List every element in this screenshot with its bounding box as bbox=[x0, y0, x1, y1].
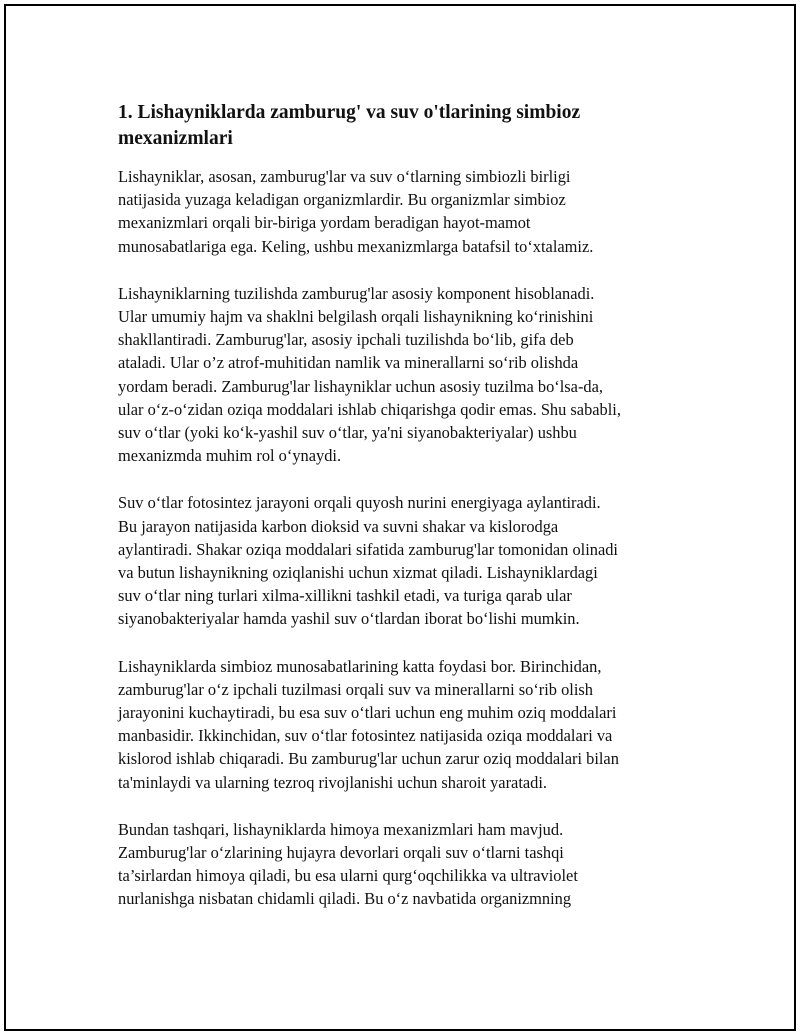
text-line: suv o‘tlar ning turlari xilma-xillikni tashkil etadi, va turiga qarab ular bbox=[118, 586, 572, 606]
text-line: manbasidir. Ikkinchidan, suv o‘tlar fotosintez natijasida oziqa moddalari va bbox=[118, 726, 613, 746]
text-line: aylantiradi. Shakar oziqa moddalari sifatida zamburug'lar tomonidan olinadi bbox=[118, 539, 618, 559]
text-line: Lishayniklarning tuzilishda zamburug'lar asosiy komponent hisoblanadi. bbox=[118, 283, 595, 303]
text-line: kislorod ishlab chiqaradi. Bu zamburug'lar uchun zarur oziq moddalari bilan bbox=[118, 749, 619, 769]
text-line: ular o‘z-o‘zidan oziqa moddalari ishlab chiqarishga qodir emas. Shu sababli, bbox=[118, 399, 621, 419]
text-line: va butun lishaynikning oziqlanishi uchun xizmat qiladi. Lishayniklardagi bbox=[118, 563, 598, 583]
text-line: Suv o‘tlar fotosintez jarayoni orqali quyosh nurini energiyaga aylantiradi. bbox=[118, 493, 601, 513]
text-line: shakllantiradi. Zamburug'lar, asosiy ipchali tuzilishda bo‘lib, gifa deb bbox=[118, 330, 574, 350]
paragraph-fungi bbox=[118, 282, 708, 468]
heading-line: 1. Lishayniklarda zamburug' va suv o'tlarining simbioz bbox=[118, 102, 581, 123]
heading-line: mexanizmlari bbox=[118, 128, 233, 149]
text-line: ataladi. Ular o’z atrof-muhitidan namlik va minerallarni so‘rib olishda bbox=[118, 353, 579, 373]
text-line: yordam beradi. Zamburug'lar lishayniklar uchun asosiy tuzilma bo‘lsa-da, bbox=[118, 376, 603, 396]
text-line: ta’sirlardan himoya qiladi, bu esa ularni qurg‘oqchilikka va ultraviolet bbox=[118, 866, 578, 886]
text-line: Zamburug'lar o‘zlarining hujayra devorlari orqali suv o‘tlarni tashqi bbox=[118, 843, 564, 863]
text-line: Lishayniklar, asosan, zamburug'lar va suv o‘tlarning simbiozli birligi bbox=[118, 167, 571, 186]
text-line: munosabatlariga ega. Keling, ushbu mexanizmlarga batafsil to‘xtalamiz. bbox=[118, 236, 594, 256]
paragraph-benefits bbox=[118, 655, 708, 794]
text-line: Bundan tashqari, lishayniklarda himoya mexanizmlari ham mavjud. bbox=[118, 819, 564, 839]
text-line: siyanobakteriyalar hamda yashil suv o‘tlardan iborat bo‘lishi mumkin. bbox=[118, 609, 580, 629]
text-line: Bu jarayon natijasida karbon dioksid va suvni shakar va kislorodga bbox=[118, 516, 559, 536]
text-line: Ular umumiy hajm va shaklni belgilash orqali lishaynikning ko‘rinishini bbox=[118, 307, 594, 327]
text-line: zamburug'lar o‘z ipchali tuzilmasi orqali suv va minerallarni so‘rib olish bbox=[118, 679, 593, 699]
text-line: Lishayniklarda simbioz munosabatlarining katta foydasi bor. Birinchidan, bbox=[118, 656, 602, 676]
page-frame bbox=[4, 4, 796, 1031]
text-line: mexanizmda muhim rol o‘ynaydi. bbox=[118, 446, 342, 466]
document-body bbox=[118, 100, 708, 935]
paragraph-algae bbox=[118, 491, 708, 630]
text-line: jarayonini kuchaytiradi, bu esa suv o‘tlari uchun eng muhim oziq moddalari bbox=[118, 703, 617, 723]
text-line: nurlanishga nisbatan chidamli qiladi. Bu o‘z navbatida organizmning bbox=[118, 889, 572, 909]
text-line: ta'minlaydi va ularning tezroq rivojlanishi uchun sharoit yaratadi. bbox=[118, 772, 547, 792]
paragraph-protection bbox=[118, 818, 708, 911]
paragraph-intro bbox=[118, 165, 708, 258]
text-line: natijasida yuzaga keladigan organizmlardir. Bu organizmlar simbioz bbox=[118, 190, 566, 210]
section-heading bbox=[118, 100, 708, 152]
text-line: suv o‘tlar (yoki ko‘k-yashil suv o‘tlar, ya'ni siyanobakteriyalar) ushbu bbox=[118, 423, 577, 443]
text-line: mexanizmlari orqali bir-biriga yordam beradigan hayot-mamot bbox=[118, 213, 531, 233]
